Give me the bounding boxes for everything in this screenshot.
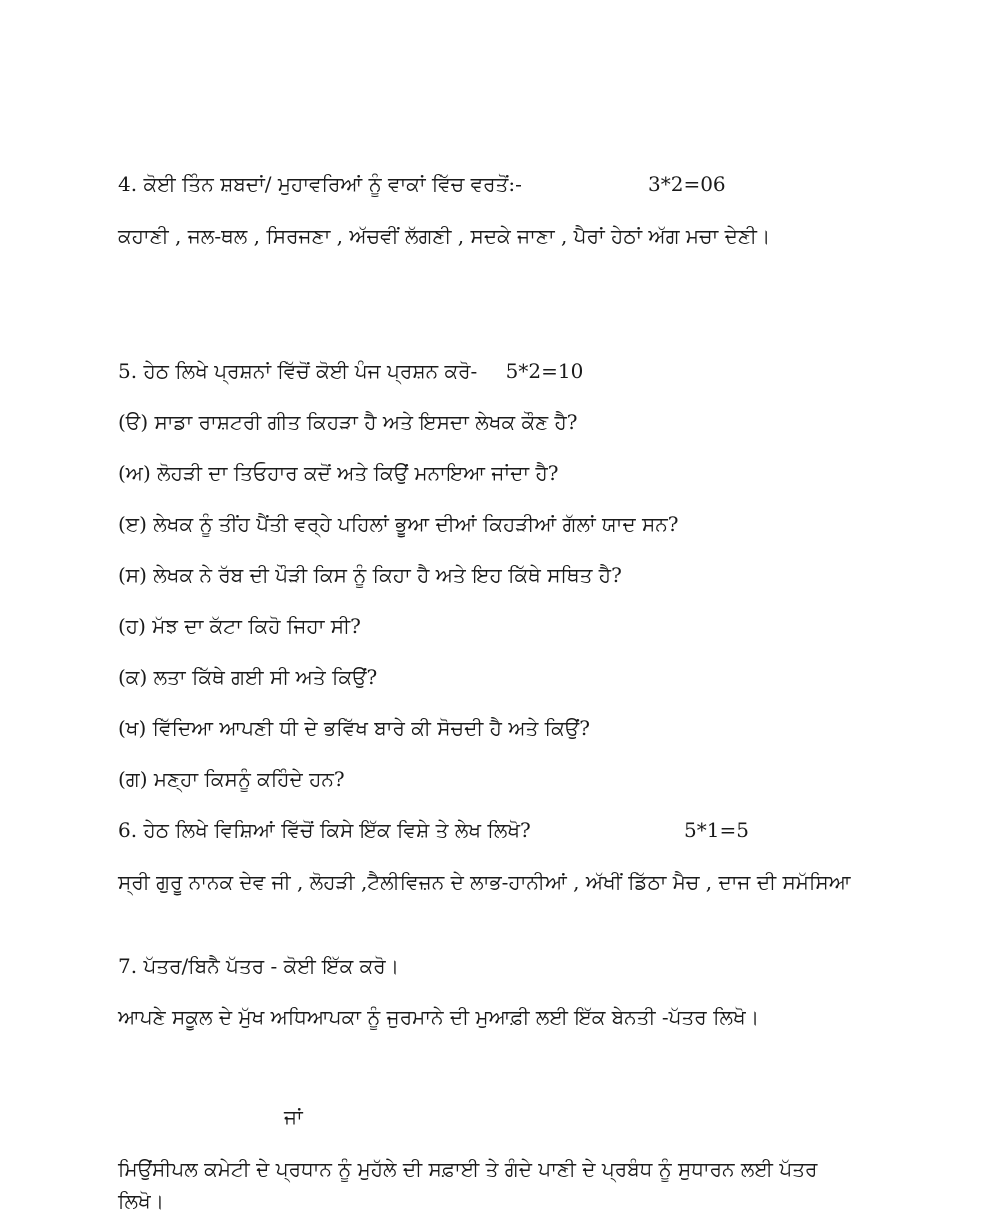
q6-topic-list: ਸ੍ਰੀ ਗੁਰੂ ਨਾਨਕ ਦੇਵ ਜੀ , ਲੋਹੜੀ ,ਟੈਲੀਵਿਜ਼ਨ ਦੇ ਲਾਭ-ਹਾਨੀਆਂ , ਅੱਖੀਂ ਡਿੱਠਾ ਮੈਚ , ਦਾਜ ਦੀ ਸਮੱਸਿਆ bbox=[118, 870, 851, 894]
q5-heading-line bbox=[118, 355, 583, 387]
q7-or-separator: ਜਾਂ bbox=[284, 1105, 303, 1129]
q7-option-a: ਆਪਣੇ ਸਕੂਲ ਦੇ ਮੁੱਖ ਅਧਿਆਪਕਾ ਨੂੰ ਜੁਰਮਾਨੇ ਦੀ ਮੁਆਫ਼ੀ ਲਈ ਇੱਕ ਬੇਨਤੀ -ਪੱਤਰ ਲਿਖੋ। bbox=[118, 1005, 760, 1029]
q5-question-d: (ਸ) ਲੇਖਕ ਨੇ ਰੱਬ ਦੀ ਪੌੜੀ ਕਿਸ ਨੂੰ ਕਿਹਾ ਹੈ ਅਤੇ ਇਹ ਕਿੱਥੇ ਸਥਿਤ ਹੈ? bbox=[118, 563, 622, 587]
q7-option-b: ਮਿਉਂਸੀਪਲ ਕਮੇਟੀ ਦੇ ਪ੍ਰਧਾਨ ਨੂੰ ਮੁਹੱਲੇ ਦੀ ਸਫ਼ਾਈ ਤੇ ਗੰਦੇ ਪਾਣੀ ਦੇ ਪ੍ਰਬੰਧ ਨੂੰ ਸੁਧਾਰਨ ਲਈ ਪੱਤਰ ਲਿਖੋ। bbox=[118, 1157, 818, 1213]
q5-question-b: (ਅ) ਲੋਹੜੀ ਦਾ ਤਿਓਹਾਰ ਕਦੋਂ ਅਤੇ ਕਿਉਂ ਮਨਾਇਆ ਜਾਂਦਾ ਹੈ? bbox=[118, 461, 559, 485]
q5-question-a: (ੳ) ਸਾਡਾ ਰਾਸ਼ਟਰੀ ਗੀਤ ਕਿਹੜਾ ਹੈ ਅਤੇ ਇਸਦਾ ਲੇਖਕ ਕੌਣ ਹੈ? bbox=[118, 410, 578, 434]
question-paper-page bbox=[118, 0, 868, 1218]
q5-question-c: (ੲ) ਲੇਖਕ ਨੂੰ ਤੀਂਹ ਪੈਂਤੀ ਵਰ੍ਹੇ ਪਹਿਲਾਂ ਭੂਆ ਦੀਆਂ ਕਿਹੜੀਆਂ ਗੱਲਾਂ ਯਾਦ ਸਨ? bbox=[118, 512, 679, 536]
q6-heading: 6. ਹੇਠ ਲਿਖੇ ਵਿਸ਼ਿਆਂ ਵਿੱਚੋਂ ਕਿਸੇ ਇੱਕ ਵਿਸ਼ੇ ਤੇ ਲੇਖ ਲਿਖੋ? bbox=[118, 818, 531, 842]
q6-marks: 5*1=5 bbox=[684, 818, 749, 842]
q5-question-h: (ਗ) ਮਣ੍ਹਾ ਕਿਸਨੂੰ ਕਹਿੰਦੇ ਹਨ? bbox=[118, 767, 345, 791]
q4-word-list: ਕਹਾਣੀ , ਜਲ-ਥਲ , ਸਿਰਜਣਾ , ਅੱਚਵੀਂ ਲੱਗਣੀ , ਸਦਕੇ ਜਾਣਾ , ਪੈਰਾਂ ਹੇਠਾਂ ਅੱਗ ਮਚਾ ਦੇਣੀ। bbox=[118, 224, 771, 248]
q7-heading: 7. ਪੱਤਰ/ਬਿਨੈ ਪੱਤਰ - ਕੋਈ ਇੱਕ ਕਰੋ। bbox=[118, 954, 400, 978]
q4-marks: 3*2=06 bbox=[648, 172, 726, 196]
q4-heading-line bbox=[118, 168, 726, 200]
q5-marks: 5*2=10 bbox=[505, 359, 584, 383]
q6-heading-line bbox=[118, 814, 749, 846]
q5-question-f: (ਕ) ਲਤਾ ਕਿੱਥੇ ਗਈ ਸੀ ਅਤੇ ਕਿਉਂ? bbox=[118, 665, 378, 689]
q5-question-g: (ਖ) ਵਿੱਦਿਆ ਆਪਣੀ ਧੀ ਦੇ ਭਵਿੱਖ ਬਾਰੇ ਕੀ ਸੋਚਦੀ ਹੈ ਅਤੇ ਕਿਉਂ? bbox=[118, 716, 590, 740]
q5-question-e: (ਹ) ਮੱਝ ਦਾ ਕੱਟਾ ਕਿਹੋ ਜਿਹਾ ਸੀ? bbox=[118, 614, 361, 638]
q4-heading: 4. ਕੋਈ ਤਿੰਨ ਸ਼ਬਦਾਂ/ ਮੁਹਾਵਰਿਆਂ ਨੂੰ ਵਾਕਾਂ ਵਿੱਚ ਵਰਤੋਂ:- bbox=[118, 172, 522, 196]
q5-heading: 5. ਹੇਠ ਲਿਖੇ ਪ੍ਰਸ਼ਨਾਂ ਵਿੱਚੋਂ ਕੋਈ ਪੰਜ ਪ੍ਰਸ਼ਨ ਕਰੋ- bbox=[118, 359, 478, 383]
